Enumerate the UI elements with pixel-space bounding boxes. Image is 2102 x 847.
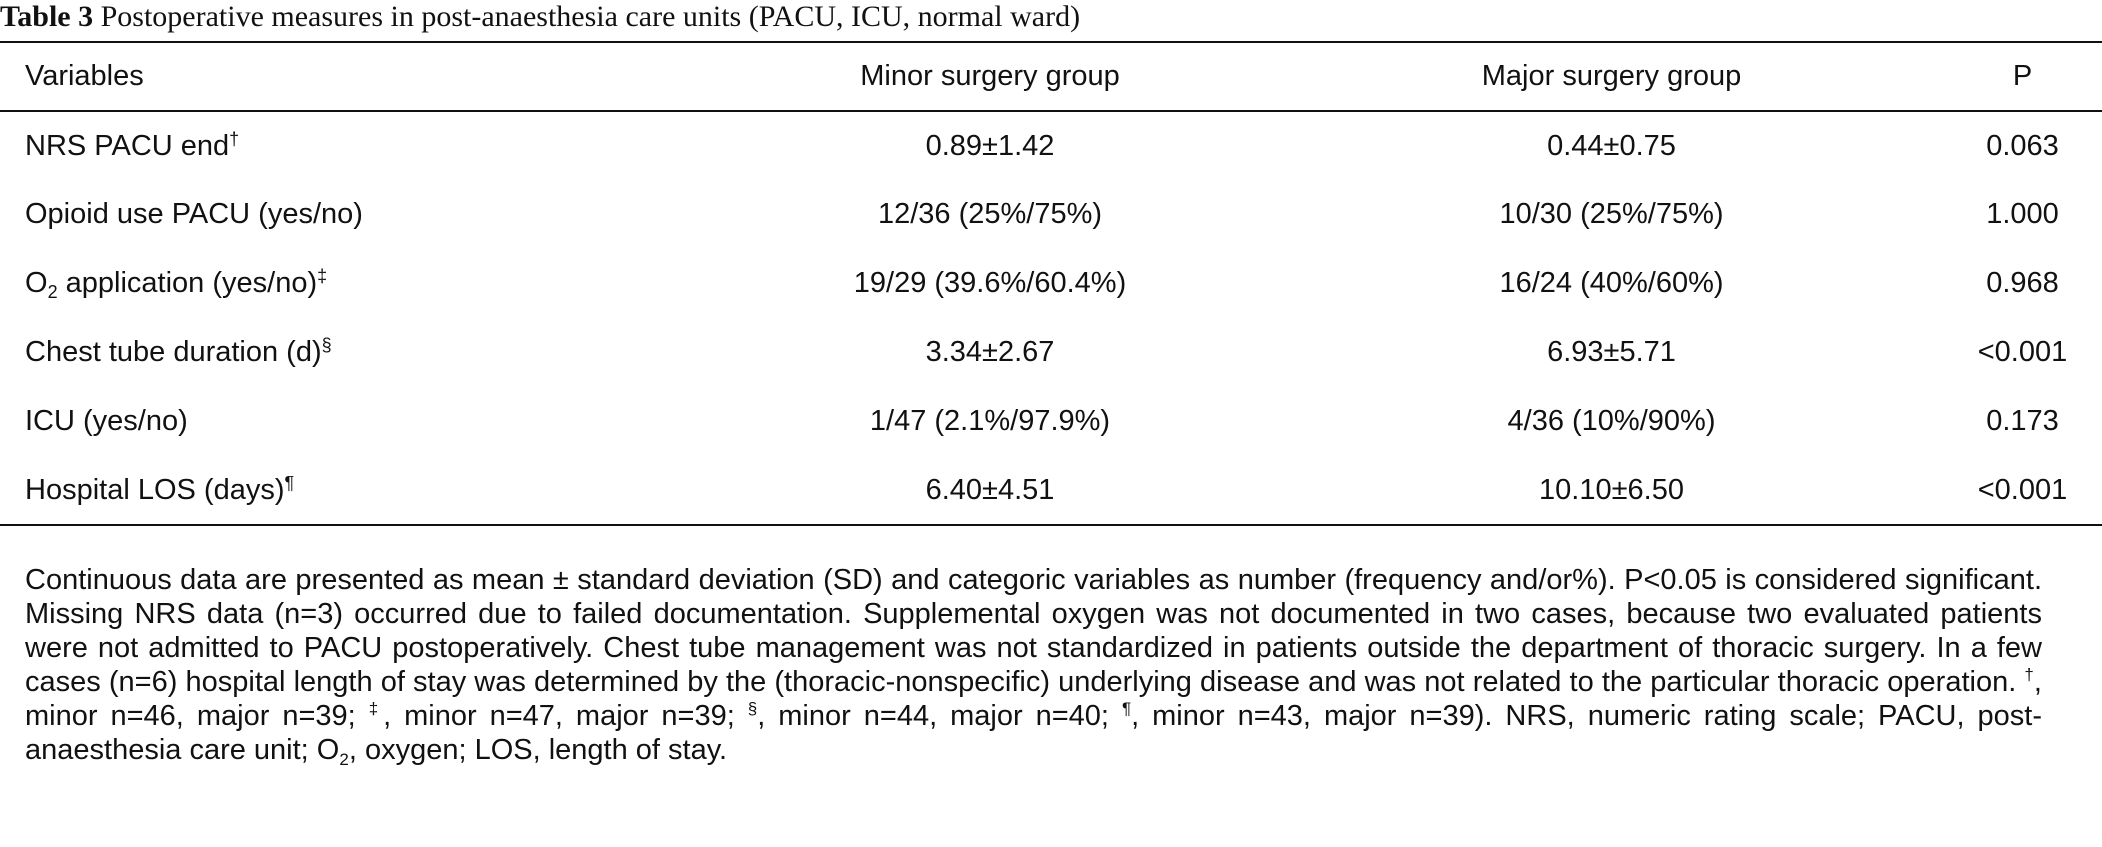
row-minor-value: 1/47 (2.1%/97.9%) xyxy=(869,405,1111,437)
variable-text: Chest tube duration (d) xyxy=(25,336,322,368)
variable-text: NRS PACU end xyxy=(25,129,230,162)
footnote-subscript: 2 xyxy=(339,750,349,769)
table-caption-text: Postoperative measures in post-anaesthesia care units (PACU, ICU, normal ward) xyxy=(100,0,1081,33)
header-minor-surgery: Minor surgery group xyxy=(700,42,1280,111)
footnote-pilcrow: ¶ xyxy=(1121,699,1132,718)
variable-text: Hospital LOS (days) xyxy=(25,473,285,506)
row-p-value: 1.000 xyxy=(1986,198,2059,230)
variable-text: Opioid use PACU (yes/no) xyxy=(25,198,363,230)
variable-text: ICU (yes/no) xyxy=(25,405,188,437)
footnote-marker: ‡ xyxy=(317,266,328,286)
table-row xyxy=(0,249,2102,318)
row-variable xyxy=(0,318,700,387)
table-header-row xyxy=(0,42,2102,111)
table-footnote xyxy=(25,563,2042,767)
table-caption xyxy=(0,0,2102,42)
row-variable xyxy=(0,249,700,318)
footnote-marker: ¶ xyxy=(284,472,295,493)
header-p-value: P xyxy=(1943,42,2102,111)
footnote-marker: § xyxy=(321,335,332,355)
footnote-double-dagger: ‡ xyxy=(368,699,384,718)
row-major-value: 16/24 (40%/60%) xyxy=(1499,267,1724,299)
row-minor-value: 3.34±2.67 xyxy=(925,336,1055,368)
footnote-marker: † xyxy=(229,128,240,149)
header-major-surgery: Major surgery group xyxy=(1280,42,1943,111)
header-variables: Variables xyxy=(0,42,700,111)
table-row xyxy=(0,387,2102,456)
row-minor-value: 0.89±1.42 xyxy=(925,129,1055,162)
variable-text-after: application (yes/no) xyxy=(57,267,318,299)
table-row xyxy=(0,318,2102,387)
table-row xyxy=(0,456,2102,525)
footnote-text: Continuous data are presented as mean ± standard deviation (SD) and categoric variables as number (frequency and/or%). P<0.05 is considered significant. Missing NRS data (n=3) occurred due to failed documentation. Supplemental oxygen was not documented in two cases, because two evaluated patients were not admitted to PACU postoperatively. Chest tube management was not standardized in patients outside the department of thoracic surgery. In a few cases (n=6) hospital length of stay was determined by the (thoracic-nonspecific) underlying disease and was not related to the particular thoracic operation. xyxy=(25,564,2042,698)
row-variable xyxy=(0,180,700,249)
footnote-dagger: † xyxy=(2024,665,2034,684)
row-major-value: 6.93±5.71 xyxy=(1547,336,1676,368)
footnote-section-mark: § xyxy=(747,699,758,718)
row-major-value: 10.10±6.50 xyxy=(1280,456,1943,525)
footnote-text: , oxygen; LOS, length of stay. xyxy=(348,734,728,766)
row-major-value: 4/36 (10%/90%) xyxy=(1507,405,1716,437)
row-p-value: <0.001 xyxy=(1977,336,2068,368)
variable-subscript: 2 xyxy=(47,282,58,302)
table-caption-label: Table 3 xyxy=(0,0,94,33)
footnote-text: , minor n=44, major n=40; xyxy=(757,700,1122,732)
row-p-value: 0.968 xyxy=(1986,267,2059,299)
footnote-text: , minor n=43, major n=39). NRS, numeric rating scale; PACU, post-anaesthesia care unit; O xyxy=(25,700,2042,766)
row-minor-value: 6.40±4.51 xyxy=(700,456,1280,525)
row-p-value: 0.173 xyxy=(1986,405,2059,437)
table-row xyxy=(0,180,2102,249)
row-major-value: 10/30 (25%/75%) xyxy=(1499,198,1724,230)
row-minor-value: 12/36 (25%/75%) xyxy=(877,198,1103,230)
footnote-text: , minor n=47, major n=39; xyxy=(383,700,748,732)
footnote-text: , minor n=46, major n=39; xyxy=(25,666,2042,732)
row-minor-value: 19/29 (39.6%/60.4%) xyxy=(853,267,1127,299)
row-p-value: <0.001 xyxy=(1943,456,2102,525)
row-major-value: 0.44±0.75 xyxy=(1547,129,1676,162)
row-variable xyxy=(0,387,700,456)
row-variable xyxy=(0,111,700,180)
variable-text: O xyxy=(25,267,48,299)
table-row xyxy=(0,111,2102,180)
results-table xyxy=(0,41,2102,526)
row-variable xyxy=(0,456,700,525)
row-p-value: 0.063 xyxy=(1986,129,2059,162)
